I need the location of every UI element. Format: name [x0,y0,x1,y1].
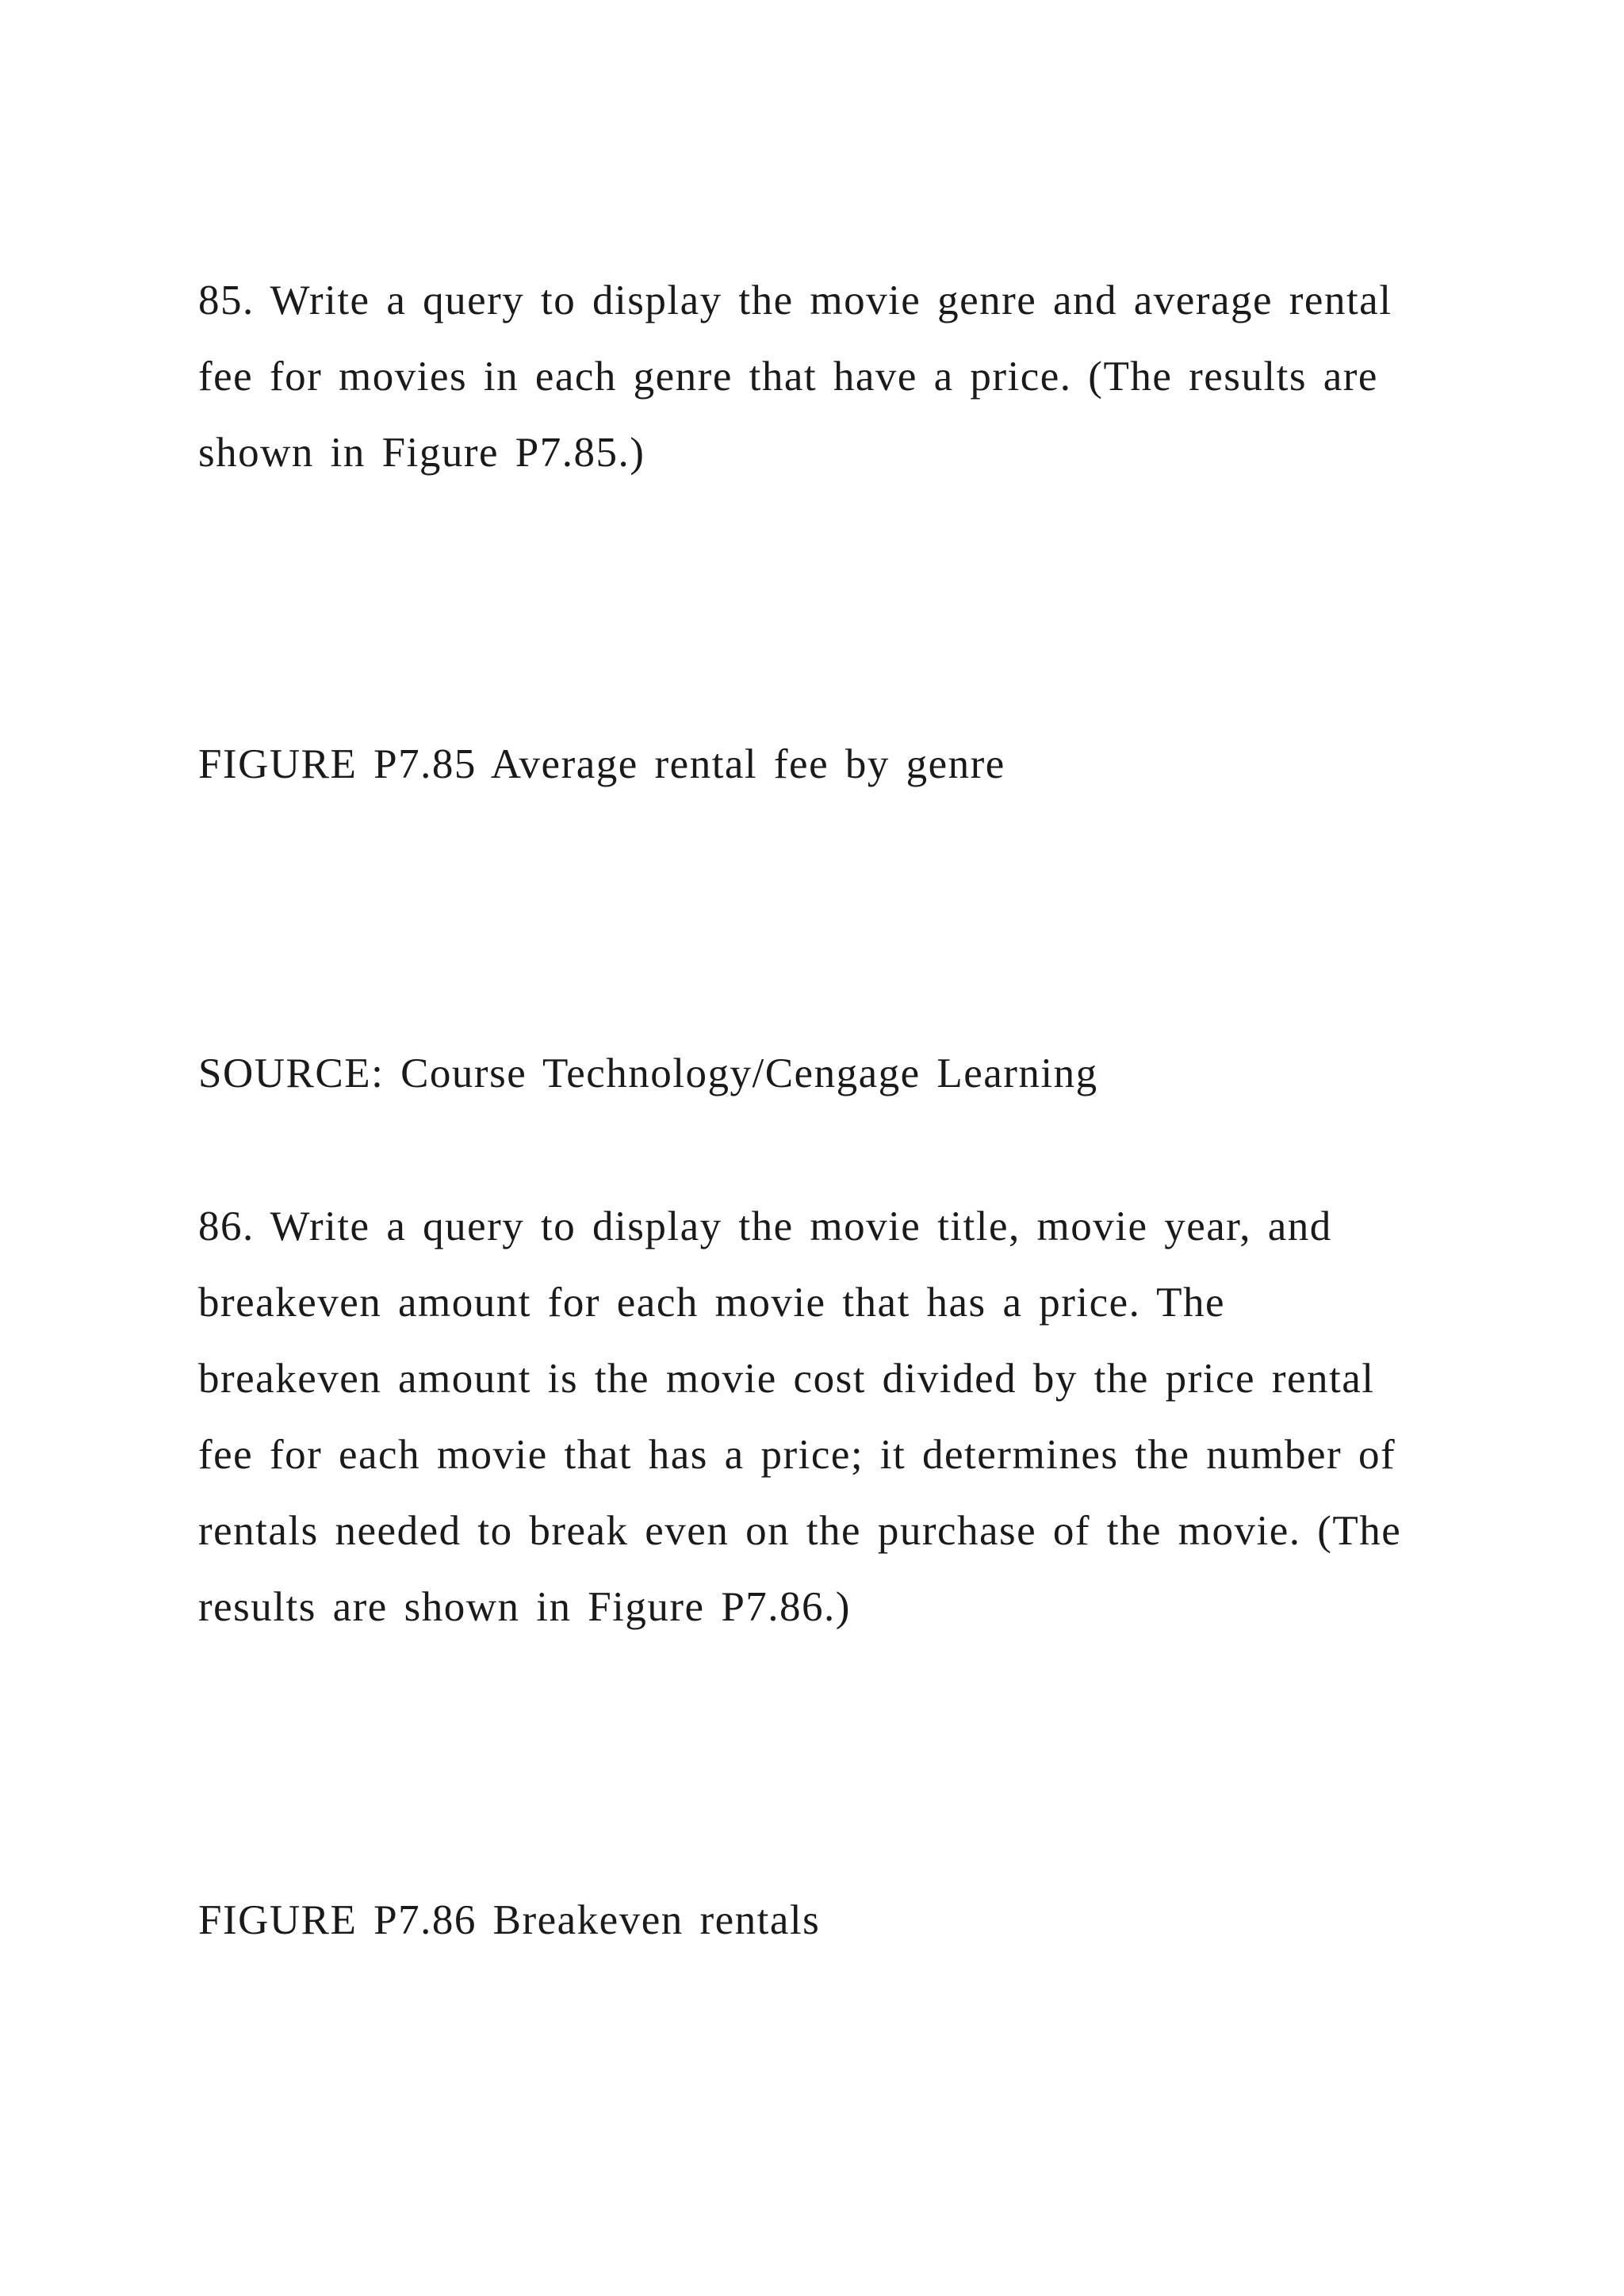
question-86-line: fee for each movie that has a price; it determines the number of [198,1432,1396,1478]
question-86 [198,1188,1451,1645]
source-credit [198,1035,1451,1112]
figure-86-caption-text: FIGURE P7.86 Breakeven rentals [198,1897,821,1943]
question-86-line: 86. Write a query to display the movie title, movie year, and [198,1203,1332,1249]
question-85 [198,262,1451,491]
figure-86-caption [198,1882,1451,1958]
figure-85-caption-text: FIGURE P7.85 Average rental fee by genre [198,741,1005,787]
question-86-line: results are shown in Figure P7.86.) [198,1584,851,1630]
question-85-line: 85. Write a query to display the movie genre and average rental [198,277,1392,323]
question-85-line: shown in Figure P7.85.) [198,430,645,476]
question-86-line: breakeven amount for each movie that has a price. The [198,1280,1226,1326]
source-credit-text: SOURCE: Course Technology/Cengage Learning [198,1050,1098,1096]
question-86-line: breakeven amount is the movie cost divided by the price rental [198,1356,1375,1402]
question-86-line: rentals needed to break even on the purchase of the movie. (The [198,1508,1402,1554]
question-85-line: fee for movies in each genre that have a price. (The results are [198,354,1378,400]
figure-85-caption [198,726,1451,802]
